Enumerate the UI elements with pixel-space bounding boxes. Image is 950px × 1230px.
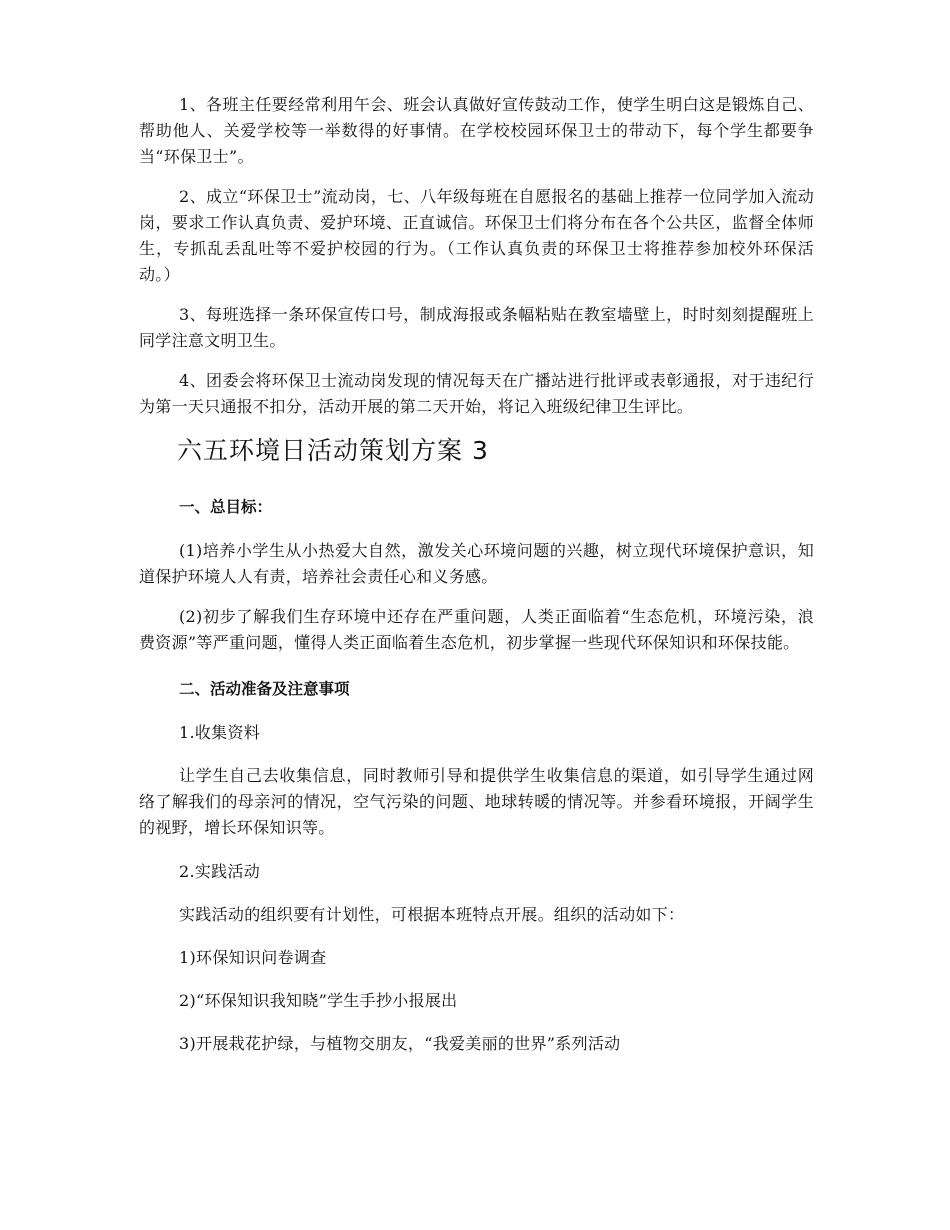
goal-item-1: (1)培养小学生从小热爱大自然，激发关心环境问题的兴趣，树立现代环境保护意识，知道保护环境人人有责，培养社会责任心和义务感。: [139, 541, 814, 586]
collect-text: 让学生自己去收集信息，同时教师引导和提供学生收集信息的渠道，如引导学生通过网络了解我们的母亲河的情况，空气污染的问题、地球转暖的情况等。并参看环境报，开阔学生的视野，增长环保知识等。: [139, 766, 814, 837]
document-page: [139, 92, 814, 1074]
activity-item-2: 2)“环保知识我知晓”学生手抄小报展出: [179, 991, 458, 1010]
collect-title: 1.收集资料: [179, 723, 261, 742]
paragraph-1: 1、各班主任要经常利用午会、班会认真做好宣传鼓动工作，使学生明白这是锻炼自己、帮助他人、关爱学校等一举数得的好事情。在学校校园环保卫士的带动下，每个学生都要争当“环保卫士”。: [139, 95, 814, 166]
section-title: 六五环境日活动策划方案 3: [177, 436, 489, 465]
practice-title: 2.实践活动: [179, 862, 261, 881]
practice-text: 实践活动的组织要有计划性，可根据本班特点开展。组织的活动如下：: [179, 905, 685, 924]
paragraph-4: 4、团委会将环保卫士流动岗发现的情况每天在广播站进行批评或表彰通报，对于违纪行为第一天只通报不扣分，活动开展的第二天开始，将记入班级纪律卫生评比。: [139, 371, 814, 416]
prep-heading: 二、活动准备及注意事项: [179, 680, 350, 698]
activity-item-1: 1)环保知识问卷调查: [179, 948, 327, 967]
paragraph-2: 2、成立“环保卫士”流动岗，七、八年级每班在自愿报名的基础上推荐一位同学加入流动岗，要求工作认真负责、爱护环境、正直诚信。环保卫士们将分布在各个公共区，监督全体师生，专抓乱丢乱吐等不爱护校园的行为。（工作认真负责的环保卫士将推荐参加校外环保活动。）: [139, 187, 814, 284]
paragraph-3: 3、每班选择一条环保宣传口号，制成海报或条幅粘贴在教室墙壁上，时时刻刻提醒班上同学注意文明卫生。: [139, 305, 814, 350]
activity-item-3: 3)开展栽花护绿，与植物交朋友，“我爱美丽的世界”系列活动: [179, 1034, 621, 1053]
goal-heading: 一、总目标：: [179, 498, 273, 516]
goal-item-2: (2)初步了解我们生存环境中还存在严重问题，人类正面临着“生态危机，环境污染，浪费资源”等严重问题，懂得人类正面临着生态危机，初步掌握一些现代环保知识和环保技能。: [139, 607, 814, 652]
